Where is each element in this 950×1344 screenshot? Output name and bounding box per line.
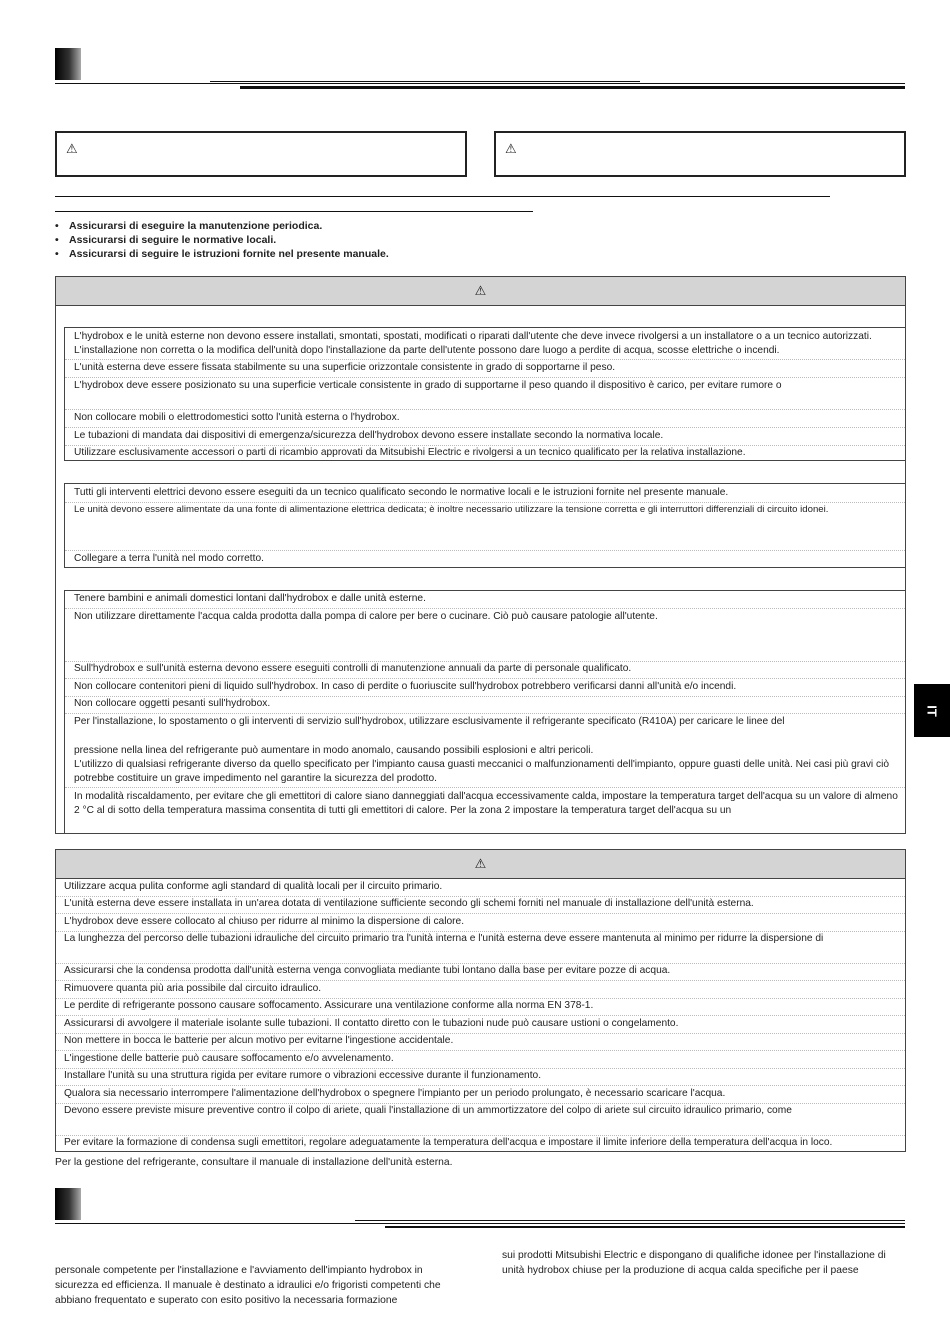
warning-item: Non collocare mobili o elettrodomestici sotto l'unità esterna o l'hydrobox. [65,411,905,428]
warning-item: Per l'installazione, lo spostamento o gli interventi di servizio sull'hydrobox, utilizzare esclusivamente il refrigerante specificato (R410A) per caricare le linee del [74,716,785,727]
warning-triangle-icon: ⚠ [474,283,487,298]
header-rule [55,83,905,84]
caution-item: Devono essere previste misure preventive contro il colpo di ariete, quali l'installazione di un ammortizzatore del colpo di ariete sul circuito idraulico primario, come [56,1104,905,1136]
refrigerant-note: Per la gestione del refrigerante, consultare il manuale di installazione dell'unità esterna. [55,1157,453,1168]
warning-item: Tutti gli interventi elettrici devono essere eseguiti da un tecnico qualificato secondo le normative locali e le istruzioni fornite nel presente manuale. [65,486,905,503]
warning-group-electrical [64,483,906,568]
caution-item: L'hydrobox deve essere collocato al chiuso per ridurre al minimo la dispersione di calore. [56,915,905,932]
warning-item: Utilizzare esclusivamente accessori o parti di ricambio approvati da Mitsubishi Electric e rivolgersi a un tecnico qualificato per la relativa installazione. [74,447,746,458]
bullet-item: • Assicurarsi di eseguire la manutenzione periodica. [55,220,322,232]
caution-item: Le perdite di refrigerante possono causare soffocamento. Assicurare una ventilazione conforme alla norma EN 378-1. [56,999,905,1016]
header-rule-thin [210,81,640,82]
intro-text-right: sui prodotti Mitsubishi Electric e dispongano di qualifiche idonee per l'installazione di unità hydrobox chiuse per la produzione di acqua calda specifiche per il paese [502,1250,886,1276]
warning-item: pressione nella linea del refrigerante può aumentare in modo anomalo, causando possibili esplosioni e altri pericoli. [74,745,594,756]
warning-item: L'utilizzo di qualsiasi refrigerante diverso da quello specificato per l'impianto causa guasti meccanici o malfunzionamenti dell'impianto, oppure guasti delle unità. Nei casi più gravi ciò potrebbe costituire un grave impedimento nel garantire la sicurezza del prodotto. [65,758,905,788]
warning-item: Collegare a terra l'unità nel modo corretto. [74,553,264,564]
warning-item: L'hydrobox e le unità esterne non devono essere installati, smontati, spostati, modificati o riparati dall'utente che deve invece rivolgersi a un installatore o a un tecnico autorizzati. L'installazione non corretta o la modifica dell'unità dopo l'installazione da parte dell'utente possono dare luogo a perdite di acqua, scosse elettriche o incendi. [65,330,905,360]
intro-text-left: personale competente per l'installazione e l'avviamento dell'impianto hydrobox in sicurezza ed efficienza. Il manuale è destinato a idraulici e/o frigoristi competenti che abbiano frequentato e superato con esito positivo la necessaria formazione [55,1265,441,1306]
caution-item: Assicurarsi che la condensa prodotta dall'unità esterna venga convogliata mediante tubi lontano dalla base per evitare pozze di acqua. [56,964,905,981]
caution-item: Qualora sia necessario interrompere l'alimentazione dell'hydrobox o spegnere l'impianto per un periodo prolungato, è necessario scaricare l'acqua. [56,1087,905,1104]
warning-triangle-icon: ⚠ [66,141,78,156]
bullet-item: • Assicurarsi di seguire le normative locali. [55,234,276,246]
header-rule-thick [385,1226,905,1228]
warning-triangle-icon: ⚠ [474,856,487,871]
divider [55,196,830,197]
caution-item: L'unità esterna deve essere installata in un'area dotata di ventilazione sufficiente secondo gli schemi forniti nel manuale di installazione dell'unità esterna. [56,897,905,914]
section-marker [55,1188,81,1220]
warning-item: Non utilizzare direttamente l'acqua calda prodotta dalla pompa di calore per bere o cucinare. Ciò può causare patologie all'utente. [65,610,905,662]
warning-item: Non collocare oggetti pesanti sull'hydrobox. [65,697,905,714]
header-rule [55,1223,905,1224]
caution-item: Utilizzare acqua pulita conforme agli standard di qualità locali per il circuito primario. [56,880,905,897]
header-rule-thick [240,86,905,89]
notice-box-right [494,131,906,177]
caution-item: Installare l'unità su una struttura rigida per evitare rumore o vibrazioni eccessive durante il funzionamento. [56,1069,905,1086]
header-rule-thin [355,1220,905,1221]
caution-item: Rimuovere quanta più aria possibile dal circuito idraulico. [56,982,905,999]
section-marker [55,48,81,80]
warning-group-installation [64,327,906,461]
language-tab[interactable] [914,684,950,737]
warning-triangle-icon: ⚠ [505,141,517,156]
bullet-item: • Assicurarsi di seguire le istruzioni fornite nel presente manuale. [55,248,389,260]
warning-item: Sull'hydrobox e sull'unità esterna devono essere eseguiti controlli di manutenzione annuali da parte di personale qualificato. [65,662,905,679]
caution-item: Per evitare la formazione di condensa sugli emettitori, regolare adeguatamente la temperatura dell'acqua e impostare il limite inferiore della temperatura dell'acqua in loco. [64,1137,833,1148]
caution-block [55,849,906,1152]
divider [55,211,533,212]
warning-item: L'hydrobox deve essere posizionato su una superficie verticale consistente in grado di supportarne il peso quando il dispositivo è carico, per evitare rumore o [65,379,905,410]
warning-item: L'unità esterna deve essere fissata stabilmente su una superficie orizzontale consistente in grado di sopportarne il peso. [65,361,905,378]
warning-group-general [64,590,906,834]
language-tab-label: IT [924,704,940,717]
caution-item: L'ingestione delle batterie può causare soffocamento e/o avvelenamento. [56,1052,905,1069]
warning-item: Le tubazioni di mandata dai dispositivi di emergenza/sicurezza dell'hydrobox devono essere installate secondo la normativa locale. [65,429,905,446]
caution-item: La lunghezza del percorso delle tubazioni idrauliche del circuito primario tra l'unità interna e l'unità esterna deve essere mantenuta al minimo per ridurre la dispersione di [56,932,905,964]
warning-item: In modalità riscaldamento, per evitare che gli emettitori di calore siano danneggiati dall'acqua eccessivamente calda, impostare la temperatura target dell'acqua su un valore di almeno 2 °C al di sotto della temperatura massima consentita di tutti gli emettitori di calore. Per la zona 2 impostare la temperatura target dell'acqua su un [74,791,898,816]
caution-item: Non mettere in bocca le batterie per alcun motivo per evitarne l'ingestione accidentale. [56,1034,905,1051]
notice-box-left [55,131,467,177]
caution-item: Assicurarsi di avvolgere il materiale isolante sulle tubazioni. Il contatto diretto con le tubazioni nude può causare ustioni o congelamento. [56,1017,905,1034]
warning-item: Tenere bambini e animali domestici lontani dall'hydrobox e dalle unità esterne. [65,592,905,609]
warning-item: Le unità devono essere alimentate da una fonte di alimentazione elettrica dedicata; è inoltre necessario utilizzare la tensione corretta e gli interruttori differenziali di circuito idonei. [65,503,905,551]
caution-band [55,849,906,879]
warning-band [55,276,906,306]
warning-item: Non collocare contenitori pieni di liquido sull'hydrobox. In caso di perdite o fuoriuscite sull'hydrobox potrebbero verificarsi danni all'unità e/o incendi. [65,680,905,697]
